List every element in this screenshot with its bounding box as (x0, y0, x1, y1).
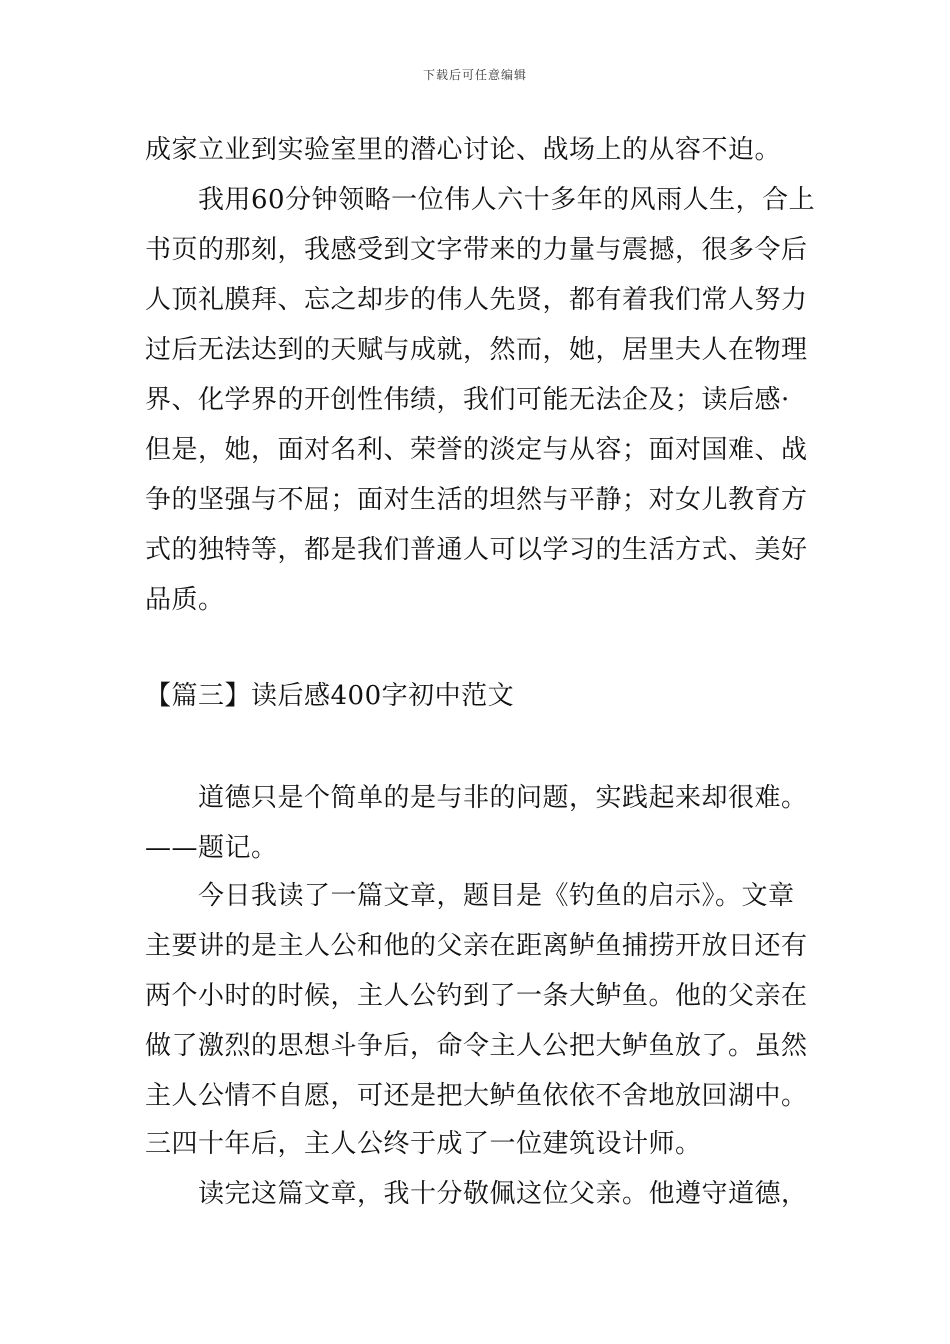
text-line: 主人公情不自愿，可还是把大鲈鱼依依不舍地放回湖中。 (145, 1081, 808, 1111)
text-line: 人顶礼膜拜、忘之却步的伟人先贤，都有着我们常人努力 (145, 285, 808, 315)
text-line: 成家立业到实验室里的潜心讨论、战场上的从容不迫。 (145, 135, 782, 165)
text-line: 品质。 (145, 585, 225, 615)
text-line: 道德只是个简单的是与非的问题，实践起来却很难。 (198, 783, 808, 813)
page-header-note: 下载后可任意编辑 (422, 68, 527, 82)
text-line: 读完这篇文章，我十分敬佩这位父亲。他遵守道德， (198, 1179, 808, 1209)
text-line: 过后无法达到的天赋与成就，然而，她，居里夫人在物理 (145, 335, 808, 365)
text-line: 争的坚强与不屈；面对生活的坦然与平静；对女儿教育方 (145, 485, 808, 515)
text-line: 但是，她，面对名利、荣誉的淡定与从容；面对国难、战 (145, 435, 808, 465)
text-line: 主要讲的是主人公和他的父亲在距离鲈鱼捕捞开放日还有 (145, 931, 808, 961)
text-line: 我用60分钟领略一位伟人六十多年的风雨人生，合上 (198, 185, 816, 215)
text-line: 三四十年后，主人公终于成了一位建筑设计师。 (145, 1129, 702, 1159)
text-line: 两个小时的时候，主人公钓到了一条大鲈鱼。他的父亲在 (145, 981, 808, 1011)
text-line: 书页的那刻，我感受到文字带来的力量与震撼，很多令后 (145, 235, 808, 265)
text-line: 做了激烈的思想斗争后，命令主人公把大鲈鱼放了。虽然 (145, 1031, 808, 1061)
text-line: 界、化学界的开创性伟绩，我们可能无法企及；读后感· (145, 385, 790, 415)
text-line: 式的独特等，都是我们普通人可以学习的生活方式、美好 (145, 535, 808, 565)
text-line: 今日我读了一篇文章，题目是《钓鱼的启示》。文章 (198, 881, 795, 911)
text-line: ——题记。 (145, 833, 278, 863)
section-heading: 【篇三】读后感400字初中范文 (145, 681, 515, 711)
